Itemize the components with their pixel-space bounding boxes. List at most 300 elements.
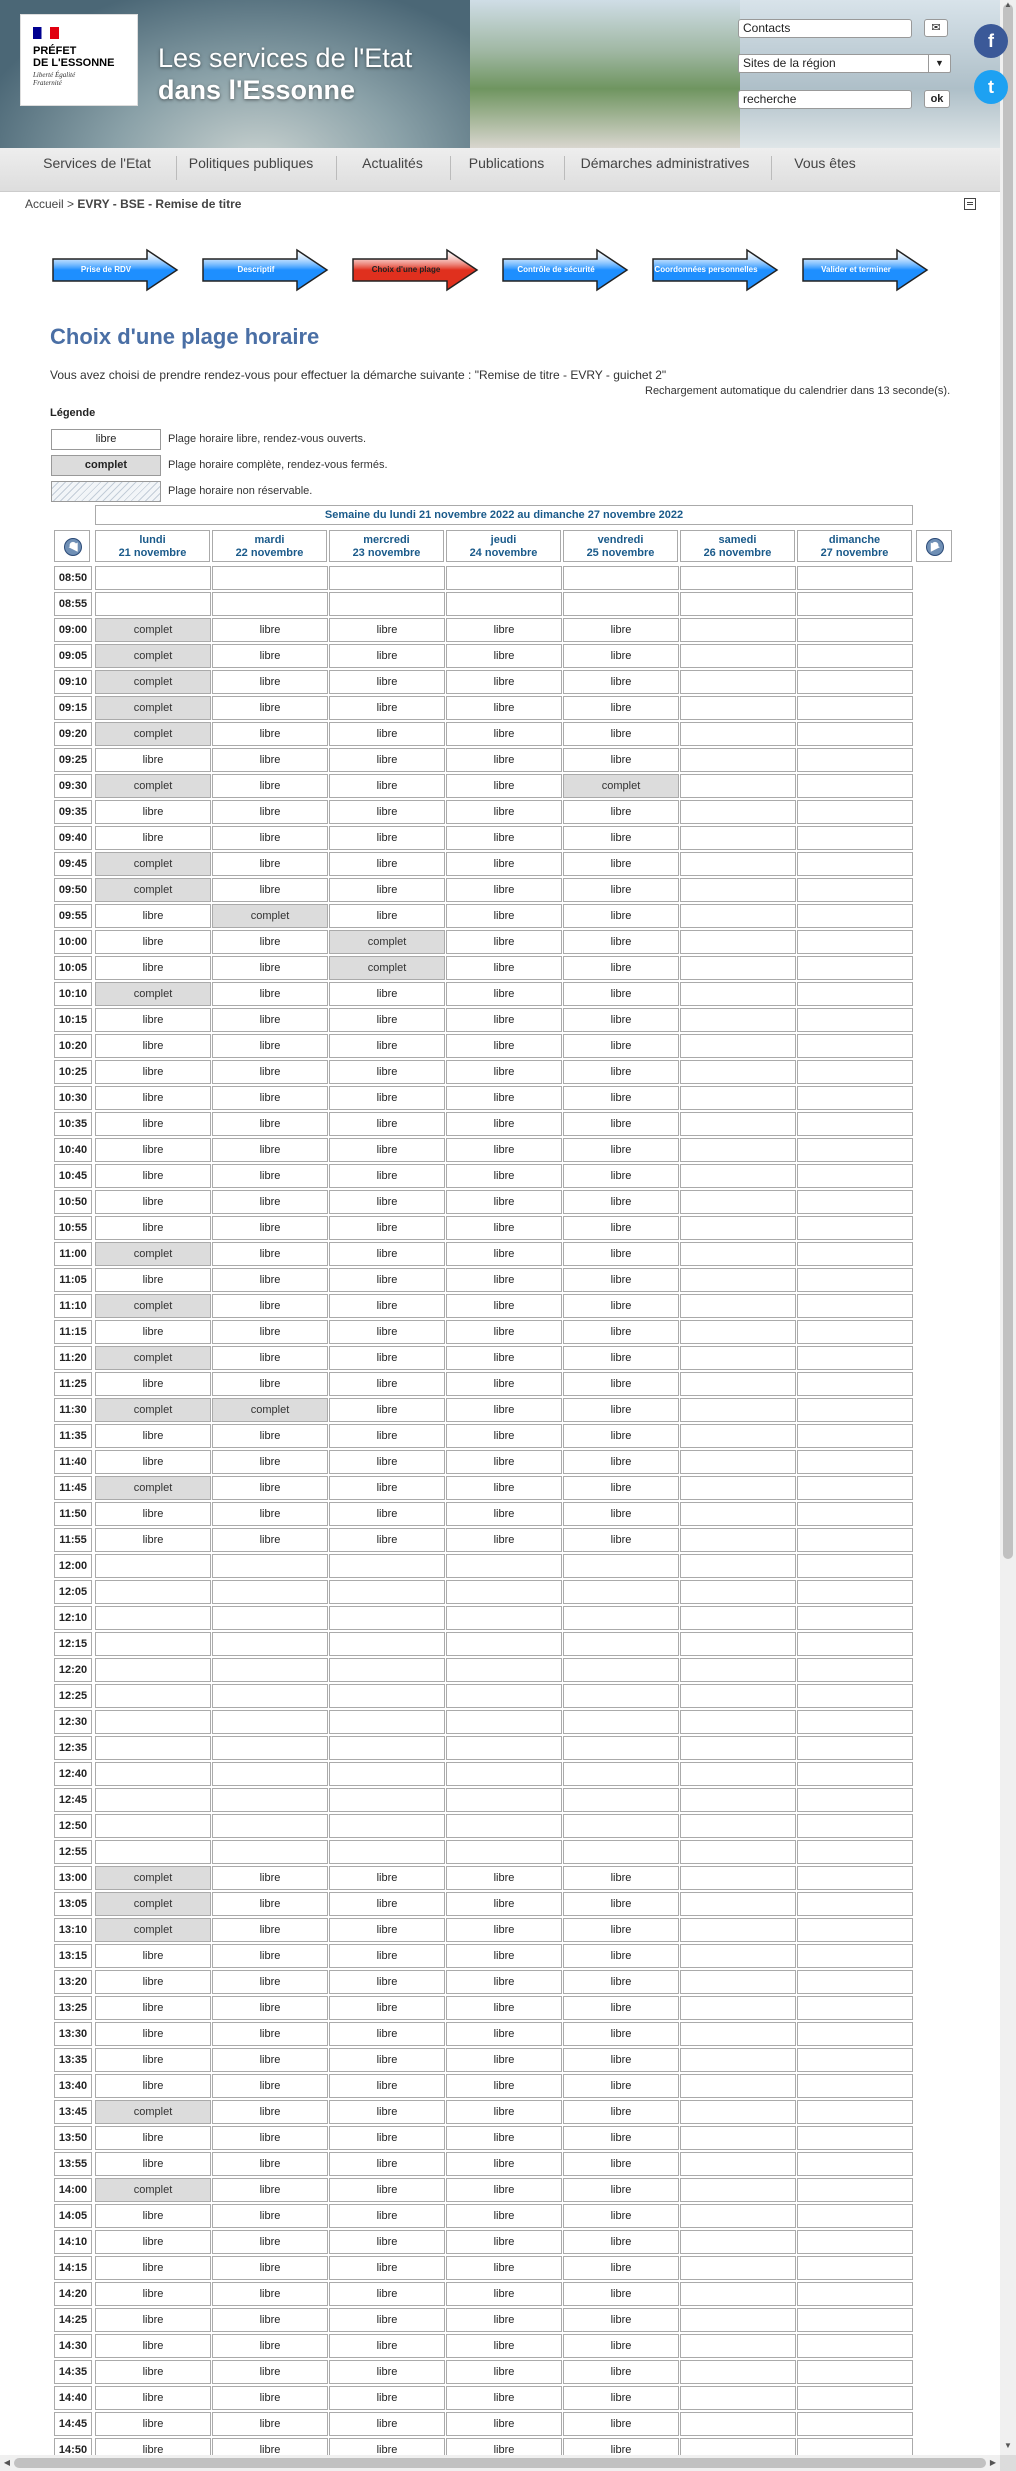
- search-input[interactable]: recherche: [738, 90, 912, 109]
- slot-free[interactable]: libre: [95, 2282, 211, 2306]
- slot-free[interactable]: libre: [446, 696, 562, 720]
- slot-free[interactable]: libre: [95, 1138, 211, 1162]
- slot-free[interactable]: libre: [563, 2334, 679, 2358]
- slot-free[interactable]: libre: [212, 1970, 328, 1994]
- slot-free[interactable]: libre: [212, 1138, 328, 1162]
- slot-free[interactable]: libre: [95, 2204, 211, 2228]
- slot-free[interactable]: libre: [329, 2412, 445, 2436]
- slot-free[interactable]: libre: [212, 2048, 328, 2072]
- slot-free[interactable]: libre: [95, 1996, 211, 2020]
- slot-free[interactable]: libre: [563, 878, 679, 902]
- slot-free[interactable]: libre: [329, 1476, 445, 1500]
- slot-free[interactable]: libre: [329, 1424, 445, 1448]
- slot-free[interactable]: libre: [212, 1112, 328, 1136]
- slot-free[interactable]: libre: [446, 826, 562, 850]
- slot-free[interactable]: libre: [212, 982, 328, 1006]
- nav-item-1[interactable]: Politiques publiques: [188, 155, 314, 171]
- slot-free[interactable]: libre: [95, 1372, 211, 1396]
- breadcrumb-home[interactable]: Accueil: [25, 197, 64, 211]
- slot-free[interactable]: libre: [329, 1008, 445, 1032]
- slot-free[interactable]: libre: [212, 1944, 328, 1968]
- slot-free[interactable]: libre: [95, 2256, 211, 2280]
- slot-free[interactable]: libre: [563, 1268, 679, 1292]
- slot-free[interactable]: libre: [95, 2152, 211, 2176]
- slot-free[interactable]: libre: [446, 1320, 562, 1344]
- slot-free[interactable]: libre: [563, 2048, 679, 2072]
- slot-free[interactable]: libre: [563, 1944, 679, 1968]
- slot-free[interactable]: libre: [95, 1424, 211, 1448]
- slot-free[interactable]: libre: [563, 2022, 679, 2046]
- slot-free[interactable]: libre: [329, 2100, 445, 2124]
- slot-free[interactable]: libre: [446, 1138, 562, 1162]
- slot-free[interactable]: libre: [329, 1242, 445, 1266]
- slot-free[interactable]: libre: [446, 644, 562, 668]
- slot-free[interactable]: libre: [95, 2022, 211, 2046]
- slot-free[interactable]: libre: [446, 2230, 562, 2254]
- slot-free[interactable]: libre: [95, 2334, 211, 2358]
- slot-free[interactable]: libre: [212, 956, 328, 980]
- slot-free[interactable]: libre: [329, 852, 445, 876]
- slot-free[interactable]: libre: [446, 2282, 562, 2306]
- slot-free[interactable]: libre: [563, 1866, 679, 1890]
- slot-free[interactable]: libre: [329, 1502, 445, 1526]
- slot-free[interactable]: libre: [563, 1528, 679, 1552]
- slot-free[interactable]: libre: [446, 1164, 562, 1188]
- step-5[interactable]: [651, 248, 779, 292]
- slot-free[interactable]: libre: [212, 930, 328, 954]
- slot-free[interactable]: libre: [563, 618, 679, 642]
- slot-free[interactable]: libre: [95, 1008, 211, 1032]
- slot-free[interactable]: libre: [446, 1502, 562, 1526]
- slot-free[interactable]: libre: [329, 722, 445, 746]
- slot-free[interactable]: libre: [329, 618, 445, 642]
- slot-free[interactable]: libre: [563, 1970, 679, 1994]
- slot-free[interactable]: libre: [212, 1242, 328, 1266]
- slot-free[interactable]: libre: [95, 1164, 211, 1188]
- slot-free[interactable]: libre: [563, 2074, 679, 2098]
- slot-free[interactable]: libre: [563, 1398, 679, 1422]
- nav-item-0[interactable]: Services de l'Etat: [43, 155, 151, 171]
- slot-free[interactable]: libre: [563, 1060, 679, 1084]
- slot-free[interactable]: libre: [212, 2152, 328, 2176]
- slot-free[interactable]: libre: [212, 2022, 328, 2046]
- slot-free[interactable]: libre: [446, 1346, 562, 1370]
- slot-free[interactable]: libre: [95, 1034, 211, 1058]
- slot-free[interactable]: libre: [446, 1970, 562, 1994]
- slot-free[interactable]: libre: [329, 2074, 445, 2098]
- slot-free[interactable]: libre: [563, 1502, 679, 1526]
- slot-free[interactable]: libre: [446, 852, 562, 876]
- slot-free[interactable]: libre: [329, 2360, 445, 2384]
- slot-free[interactable]: libre: [329, 2048, 445, 2072]
- slot-free[interactable]: libre: [212, 826, 328, 850]
- slot-free[interactable]: libre: [446, 2178, 562, 2202]
- slot-free[interactable]: libre: [446, 1372, 562, 1396]
- slot-free[interactable]: libre: [563, 1996, 679, 2020]
- slot-free[interactable]: libre: [329, 1190, 445, 1214]
- site-title[interactable]: [158, 42, 412, 106]
- slot-free[interactable]: libre: [212, 2074, 328, 2098]
- slot-free[interactable]: libre: [212, 2386, 328, 2410]
- slot-free[interactable]: libre: [212, 2178, 328, 2202]
- slot-free[interactable]: libre: [212, 2126, 328, 2150]
- slot-free[interactable]: libre: [563, 2204, 679, 2228]
- slot-free[interactable]: libre: [95, 1060, 211, 1084]
- slot-free[interactable]: libre: [446, 1996, 562, 2020]
- slot-free[interactable]: libre: [563, 1008, 679, 1032]
- slot-free[interactable]: libre: [329, 1112, 445, 1136]
- slot-free[interactable]: libre: [446, 2438, 562, 2455]
- vertical-scrollbar-thumb[interactable]: [1003, 4, 1013, 1559]
- slot-free[interactable]: libre: [95, 1944, 211, 1968]
- slot-free[interactable]: libre: [329, 1320, 445, 1344]
- slot-free[interactable]: libre: [95, 1528, 211, 1552]
- slot-free[interactable]: libre: [329, 774, 445, 798]
- slot-free[interactable]: libre: [329, 748, 445, 772]
- slot-free[interactable]: libre: [446, 2204, 562, 2228]
- slot-free[interactable]: libre: [212, 1060, 328, 1084]
- slot-free[interactable]: libre: [446, 618, 562, 642]
- slot-free[interactable]: libre: [563, 670, 679, 694]
- slot-free[interactable]: libre: [446, 1450, 562, 1474]
- printer-icon[interactable]: [964, 198, 976, 210]
- slot-free[interactable]: libre: [563, 2152, 679, 2176]
- slot-free[interactable]: libre: [446, 2022, 562, 2046]
- slot-free[interactable]: libre: [212, 1320, 328, 1344]
- slot-free[interactable]: libre: [329, 2308, 445, 2332]
- slot-free[interactable]: libre: [95, 2074, 211, 2098]
- slot-free[interactable]: libre: [212, 878, 328, 902]
- slot-free[interactable]: libre: [212, 1216, 328, 1240]
- slot-free[interactable]: libre: [212, 1528, 328, 1552]
- slot-free[interactable]: libre: [446, 1008, 562, 1032]
- slot-free[interactable]: libre: [329, 1528, 445, 1552]
- slot-free[interactable]: libre: [95, 2386, 211, 2410]
- nav-item-5[interactable]: Vous êtes: [794, 155, 856, 171]
- slot-free[interactable]: libre: [329, 1398, 445, 1422]
- slot-free[interactable]: libre: [563, 644, 679, 668]
- slot-free[interactable]: libre: [95, 1502, 211, 1526]
- step-4[interactable]: [501, 248, 629, 292]
- slot-free[interactable]: libre: [446, 2100, 562, 2124]
- slot-free[interactable]: libre: [446, 1034, 562, 1058]
- slot-free[interactable]: libre: [329, 2230, 445, 2254]
- slot-free[interactable]: libre: [329, 1086, 445, 1110]
- slot-free[interactable]: libre: [212, 1502, 328, 1526]
- slot-free[interactable]: libre: [95, 800, 211, 824]
- slot-free[interactable]: libre: [446, 1398, 562, 1422]
- slot-free[interactable]: libre: [563, 2282, 679, 2306]
- scroll-left-icon[interactable]: ◀: [3, 2458, 11, 2467]
- slot-free[interactable]: libre: [329, 1918, 445, 1942]
- slot-free[interactable]: libre: [212, 1294, 328, 1318]
- slot-free[interactable]: libre: [563, 1216, 679, 1240]
- slot-free[interactable]: libre: [563, 2230, 679, 2254]
- slot-free[interactable]: libre: [446, 1268, 562, 1292]
- next-week-button[interactable]: [916, 530, 952, 562]
- slot-free[interactable]: libre: [95, 1970, 211, 1994]
- slot-free[interactable]: libre: [95, 2126, 211, 2150]
- slot-free[interactable]: libre: [446, 748, 562, 772]
- slot-free[interactable]: libre: [95, 930, 211, 954]
- slot-free[interactable]: libre: [212, 1034, 328, 1058]
- slot-free[interactable]: libre: [563, 2178, 679, 2202]
- slot-free[interactable]: libre: [563, 748, 679, 772]
- slot-free[interactable]: libre: [446, 1112, 562, 1136]
- slot-free[interactable]: libre: [563, 1346, 679, 1370]
- slot-free[interactable]: libre: [95, 904, 211, 928]
- slot-free[interactable]: libre: [446, 774, 562, 798]
- slot-free[interactable]: libre: [95, 2230, 211, 2254]
- slot-free[interactable]: libre: [446, 2074, 562, 2098]
- slot-free[interactable]: libre: [563, 1424, 679, 1448]
- slot-free[interactable]: libre: [212, 2256, 328, 2280]
- scroll-down-icon[interactable]: ▼: [1004, 2441, 1012, 2450]
- slot-free[interactable]: libre: [329, 2204, 445, 2228]
- slot-free[interactable]: libre: [95, 1268, 211, 1292]
- slot-free[interactable]: libre: [563, 2308, 679, 2332]
- slot-free[interactable]: libre: [329, 2438, 445, 2455]
- slot-free[interactable]: libre: [563, 1034, 679, 1058]
- prefecture-logo[interactable]: [20, 14, 138, 106]
- envelope-icon[interactable]: ✉: [924, 19, 948, 37]
- slot-free[interactable]: libre: [329, 826, 445, 850]
- slot-free[interactable]: libre: [95, 1216, 211, 1240]
- slot-free[interactable]: libre: [212, 1996, 328, 2020]
- slot-free[interactable]: libre: [95, 2308, 211, 2332]
- slot-free[interactable]: libre: [446, 670, 562, 694]
- slot-free[interactable]: libre: [563, 826, 679, 850]
- slot-free[interactable]: libre: [563, 1320, 679, 1344]
- slot-free[interactable]: libre: [329, 644, 445, 668]
- slot-free[interactable]: libre: [329, 1450, 445, 1474]
- slot-free[interactable]: libre: [446, 878, 562, 902]
- slot-free[interactable]: libre: [212, 670, 328, 694]
- facebook-icon[interactable]: f: [974, 24, 1008, 58]
- twitter-icon[interactable]: t: [974, 70, 1008, 104]
- slot-free[interactable]: libre: [446, 1086, 562, 1110]
- slot-free[interactable]: libre: [563, 800, 679, 824]
- contacts-link[interactable]: Contacts: [738, 19, 912, 38]
- slot-free[interactable]: libre: [212, 1424, 328, 1448]
- slot-free[interactable]: libre: [446, 1944, 562, 1968]
- slot-free[interactable]: libre: [212, 800, 328, 824]
- scroll-right-icon[interactable]: ▶: [989, 2458, 997, 2467]
- slot-free[interactable]: libre: [95, 1450, 211, 1474]
- slot-free[interactable]: libre: [212, 1008, 328, 1032]
- slot-free[interactable]: libre: [563, 930, 679, 954]
- slot-free[interactable]: libre: [329, 982, 445, 1006]
- slot-free[interactable]: libre: [446, 2048, 562, 2072]
- slot-free[interactable]: libre: [212, 748, 328, 772]
- slot-free[interactable]: libre: [446, 930, 562, 954]
- slot-free[interactable]: libre: [329, 1866, 445, 1890]
- slot-free[interactable]: libre: [329, 904, 445, 928]
- slot-free[interactable]: libre: [563, 982, 679, 1006]
- slot-free[interactable]: libre: [446, 1060, 562, 1084]
- slot-free[interactable]: libre: [329, 1970, 445, 1994]
- slot-free[interactable]: libre: [329, 2282, 445, 2306]
- slot-free[interactable]: libre: [446, 1424, 562, 1448]
- slot-free[interactable]: libre: [329, 1892, 445, 1916]
- slot-free[interactable]: libre: [212, 2360, 328, 2384]
- region-select[interactable]: [738, 54, 951, 73]
- slot-free[interactable]: libre: [329, 1034, 445, 1058]
- slot-free[interactable]: libre: [329, 1216, 445, 1240]
- slot-free[interactable]: libre: [563, 1242, 679, 1266]
- slot-free[interactable]: libre: [563, 2412, 679, 2436]
- slot-free[interactable]: libre: [563, 1164, 679, 1188]
- slot-free[interactable]: libre: [212, 1866, 328, 1890]
- slot-free[interactable]: libre: [212, 1086, 328, 1110]
- slot-free[interactable]: libre: [446, 2126, 562, 2150]
- slot-free[interactable]: libre: [212, 644, 328, 668]
- slot-free[interactable]: libre: [212, 2308, 328, 2332]
- slot-free[interactable]: libre: [563, 1372, 679, 1396]
- slot-free[interactable]: libre: [446, 1216, 562, 1240]
- slot-free[interactable]: libre: [329, 1294, 445, 1318]
- slot-free[interactable]: libre: [329, 2334, 445, 2358]
- slot-free[interactable]: libre: [212, 2230, 328, 2254]
- slot-free[interactable]: libre: [446, 1918, 562, 1942]
- slot-free[interactable]: libre: [446, 1476, 562, 1500]
- scroll-up-icon[interactable]: ▲: [1004, 0, 1012, 9]
- slot-free[interactable]: libre: [329, 1996, 445, 2020]
- slot-free[interactable]: libre: [446, 2334, 562, 2358]
- slot-free[interactable]: libre: [212, 1476, 328, 1500]
- slot-free[interactable]: libre: [446, 2152, 562, 2176]
- slot-free[interactable]: libre: [446, 2386, 562, 2410]
- slot-free[interactable]: libre: [329, 1164, 445, 1188]
- slot-free[interactable]: libre: [446, 1294, 562, 1318]
- slot-free[interactable]: libre: [95, 2360, 211, 2384]
- slot-free[interactable]: libre: [329, 2126, 445, 2150]
- slot-free[interactable]: libre: [446, 956, 562, 980]
- horizontal-scrollbar-thumb[interactable]: [14, 2458, 986, 2468]
- slot-free[interactable]: libre: [329, 2022, 445, 2046]
- slot-free[interactable]: libre: [329, 2178, 445, 2202]
- slot-free[interactable]: libre: [95, 956, 211, 980]
- slot-free[interactable]: libre: [329, 1346, 445, 1370]
- slot-free[interactable]: libre: [563, 2256, 679, 2280]
- slot-free[interactable]: libre: [329, 670, 445, 694]
- slot-free[interactable]: libre: [329, 1138, 445, 1162]
- slot-free[interactable]: libre: [95, 748, 211, 772]
- previous-week-button[interactable]: [54, 530, 90, 562]
- step-3[interactable]: [351, 248, 479, 292]
- slot-free[interactable]: libre: [95, 826, 211, 850]
- step-1[interactable]: [51, 248, 179, 292]
- slot-free[interactable]: libre: [329, 1944, 445, 1968]
- slot-free[interactable]: libre: [212, 618, 328, 642]
- slot-free[interactable]: libre: [212, 1346, 328, 1370]
- slot-free[interactable]: libre: [563, 1294, 679, 1318]
- slot-free[interactable]: libre: [212, 1918, 328, 1942]
- slot-free[interactable]: libre: [446, 2308, 562, 2332]
- slot-free[interactable]: libre: [563, 1112, 679, 1136]
- slot-free[interactable]: libre: [212, 2412, 328, 2436]
- slot-free[interactable]: libre: [563, 1892, 679, 1916]
- slot-free[interactable]: libre: [446, 1242, 562, 1266]
- slot-free[interactable]: libre: [212, 696, 328, 720]
- slot-free[interactable]: libre: [212, 1450, 328, 1474]
- slot-free[interactable]: libre: [446, 2256, 562, 2280]
- slot-free[interactable]: libre: [446, 800, 562, 824]
- slot-free[interactable]: libre: [212, 722, 328, 746]
- slot-free[interactable]: libre: [563, 1476, 679, 1500]
- slot-free[interactable]: libre: [95, 1112, 211, 1136]
- slot-free[interactable]: libre: [329, 2256, 445, 2280]
- slot-free[interactable]: libre: [446, 722, 562, 746]
- slot-free[interactable]: libre: [212, 2204, 328, 2228]
- slot-free[interactable]: libre: [212, 852, 328, 876]
- slot-free[interactable]: libre: [212, 1164, 328, 1188]
- slot-free[interactable]: libre: [563, 1190, 679, 1214]
- nav-item-3[interactable]: Publications: [468, 155, 545, 171]
- slot-free[interactable]: libre: [446, 982, 562, 1006]
- slot-free[interactable]: libre: [95, 2438, 211, 2455]
- slot-free[interactable]: libre: [329, 1372, 445, 1396]
- nav-item-2[interactable]: Actualités: [362, 155, 423, 171]
- slot-free[interactable]: libre: [329, 696, 445, 720]
- slot-free[interactable]: libre: [446, 1190, 562, 1214]
- slot-free[interactable]: libre: [563, 722, 679, 746]
- step-6[interactable]: [801, 248, 929, 292]
- slot-free[interactable]: libre: [329, 1060, 445, 1084]
- slot-free[interactable]: libre: [446, 1528, 562, 1552]
- slot-free[interactable]: libre: [563, 904, 679, 928]
- slot-free[interactable]: libre: [563, 2438, 679, 2455]
- slot-free[interactable]: libre: [212, 1268, 328, 1292]
- slot-free[interactable]: libre: [446, 1892, 562, 1916]
- slot-free[interactable]: libre: [95, 1086, 211, 1110]
- search-button[interactable]: ok: [924, 90, 950, 108]
- nav-item-4[interactable]: Démarches administratives: [580, 155, 750, 171]
- slot-free[interactable]: libre: [212, 2334, 328, 2358]
- slot-free[interactable]: libre: [329, 2152, 445, 2176]
- slot-free[interactable]: libre: [95, 2048, 211, 2072]
- slot-free[interactable]: libre: [212, 774, 328, 798]
- slot-free[interactable]: libre: [212, 2282, 328, 2306]
- slot-free[interactable]: libre: [563, 2360, 679, 2384]
- slot-free[interactable]: libre: [563, 2126, 679, 2150]
- slot-free[interactable]: libre: [446, 2412, 562, 2436]
- slot-free[interactable]: libre: [446, 1866, 562, 1890]
- slot-free[interactable]: libre: [329, 800, 445, 824]
- slot-free[interactable]: libre: [95, 1190, 211, 1214]
- slot-free[interactable]: libre: [446, 904, 562, 928]
- step-2[interactable]: [201, 248, 329, 292]
- slot-free[interactable]: libre: [563, 2100, 679, 2124]
- slot-free[interactable]: libre: [95, 1320, 211, 1344]
- slot-free[interactable]: libre: [563, 1918, 679, 1942]
- slot-free[interactable]: libre: [212, 1372, 328, 1396]
- slot-free[interactable]: libre: [329, 878, 445, 902]
- slot-free[interactable]: libre: [563, 1450, 679, 1474]
- slot-free[interactable]: libre: [212, 2438, 328, 2455]
- slot-free[interactable]: libre: [563, 696, 679, 720]
- slot-free[interactable]: libre: [563, 956, 679, 980]
- slot-free[interactable]: libre: [212, 1892, 328, 1916]
- slot-free[interactable]: libre: [212, 2100, 328, 2124]
- slot-free[interactable]: libre: [329, 1268, 445, 1292]
- slot-free[interactable]: libre: [95, 2412, 211, 2436]
- slot-free[interactable]: libre: [446, 2360, 562, 2384]
- slot-free[interactable]: libre: [212, 1190, 328, 1214]
- slot-free[interactable]: libre: [563, 2386, 679, 2410]
- slot-free[interactable]: libre: [563, 852, 679, 876]
- slot-free[interactable]: libre: [563, 1086, 679, 1110]
